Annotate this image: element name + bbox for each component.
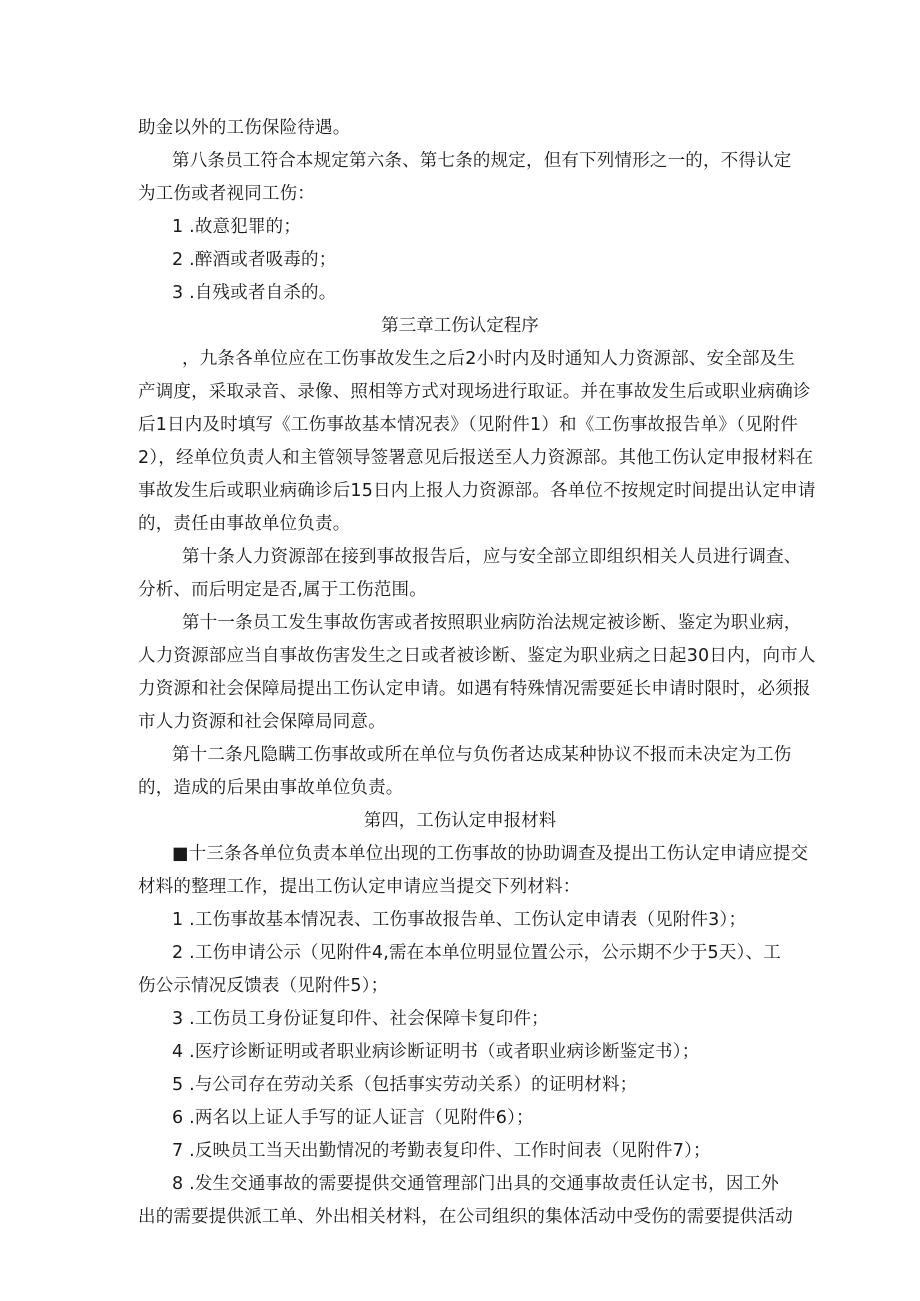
text-line: 人力资源部应当自事故伤害发生之日或者被诊断、鉴定为职业病之日起30日内，向市人 [138,646,816,666]
list-item: 2 .醉酒或者吸毒的； [172,250,337,270]
list-item: 1 .故意犯罪的； [172,217,302,237]
text-line: 助金以外的工伤保险待遇。 [138,118,351,138]
list-item: 3 .工伤员工身份证复印件、社会保障卡复印件； [172,1009,549,1029]
text-line: ，九条各单位应在工伤事故发生之后2小时内及时通知人力资源部、安全部及生 [182,349,796,369]
text-line: 产调度，采取录音、录像、照相等方式对现场进行取证。并在事故发生后或职业病确诊 [138,382,811,402]
list-item: 1 .工伤事故基本情况表、工伤事故报告单、工伤认定申请表（见附件3）； [172,910,747,930]
text-line: 事故发生后或职业病确诊后15日内上报人力资源部。各单位不按规定时间提出认定申请 [138,481,816,501]
text-line: 的，责任由事故单位负责。 [138,514,351,534]
text-line: 市人力资源和社会保障局同意。 [138,712,386,732]
list-item: 2 .工伤申请公示（见附件4,需在本单位明显位置公示，公示期不少于5天）、工 [172,943,781,963]
text-line: ■十三条各单位负责本单位出现的工伤事故的协助调查及提出工伤认定申请应提交 [172,844,809,864]
text-line: 出的需要提供派工单、外出相关材料，在公司组织的集体活动中受伤的需要提供活动 [138,1207,793,1227]
text-line: 力资源和社会保障局提出工伤认定申请。如遇有特殊情况需要延长申请时限时，必须报 [138,679,811,699]
chapter-heading: 第四，工伤认定申报材料 [363,811,557,831]
text-line: 的，造成的后果由事故单位负责。 [138,778,404,798]
text-line: 第十条人力资源部在接到事故报告后，应与安全部立即组织相关人员进行调查、 [182,547,802,567]
text-line: 第十二条凡隐瞒工伤事故或所在单位与负伤者达成某种协议不报而未决定为工伤 [172,745,792,765]
text-line: 第十一条员工发生事故伤害或者按照职业病防治法规定被诊断、鉴定为职业病， [182,613,802,633]
list-item: 6 .两名以上证人手写的证人证言（见附件6）； [172,1108,534,1128]
text-line: 2），经单位负责人和主管领导签署意见后报送至人力资源部。其他工伤认定申报材料在 [138,448,814,468]
list-item: 7 .反映员工当天出勤情况的考勤表复印件、工作时间表（见附件7）； [172,1141,711,1161]
list-item: 8 .发生交通事故的需要提供交通管理部门出具的交通事故责任认定书，因工外 [172,1174,779,1194]
list-item: 4 .医疗诊断证明或者职业病诊断证明书（或者职业病诊断鉴定书）； [172,1042,700,1062]
text-line: 材料的整理工作，提出工伤认定申请应当提交下列材料： [138,877,581,897]
list-item: 5 .与公司存在劳动关系（包括事实劳动关系）的证明材料； [172,1075,638,1095]
text-line: 分析、而后明定是否,属于工伤范围。 [138,580,427,600]
text-line: 后1日内及时填写《工伤事故基本情况表》（见附件1）和《工伤事故报告单》（见附件 [138,415,799,435]
chapter-heading: 第三章工伤认定程序 [381,316,539,336]
list-item: 3 .自残或者自杀的。 [172,283,337,303]
text-line: 第八条员工符合本规定第六条、第七条的规定，但有下列情形之一的，不得认定 [172,151,792,171]
text-line: 为工伤或者视同工伤： [138,184,315,204]
text-line: 伤公示情况反馈表（见附件5）； [138,976,389,996]
